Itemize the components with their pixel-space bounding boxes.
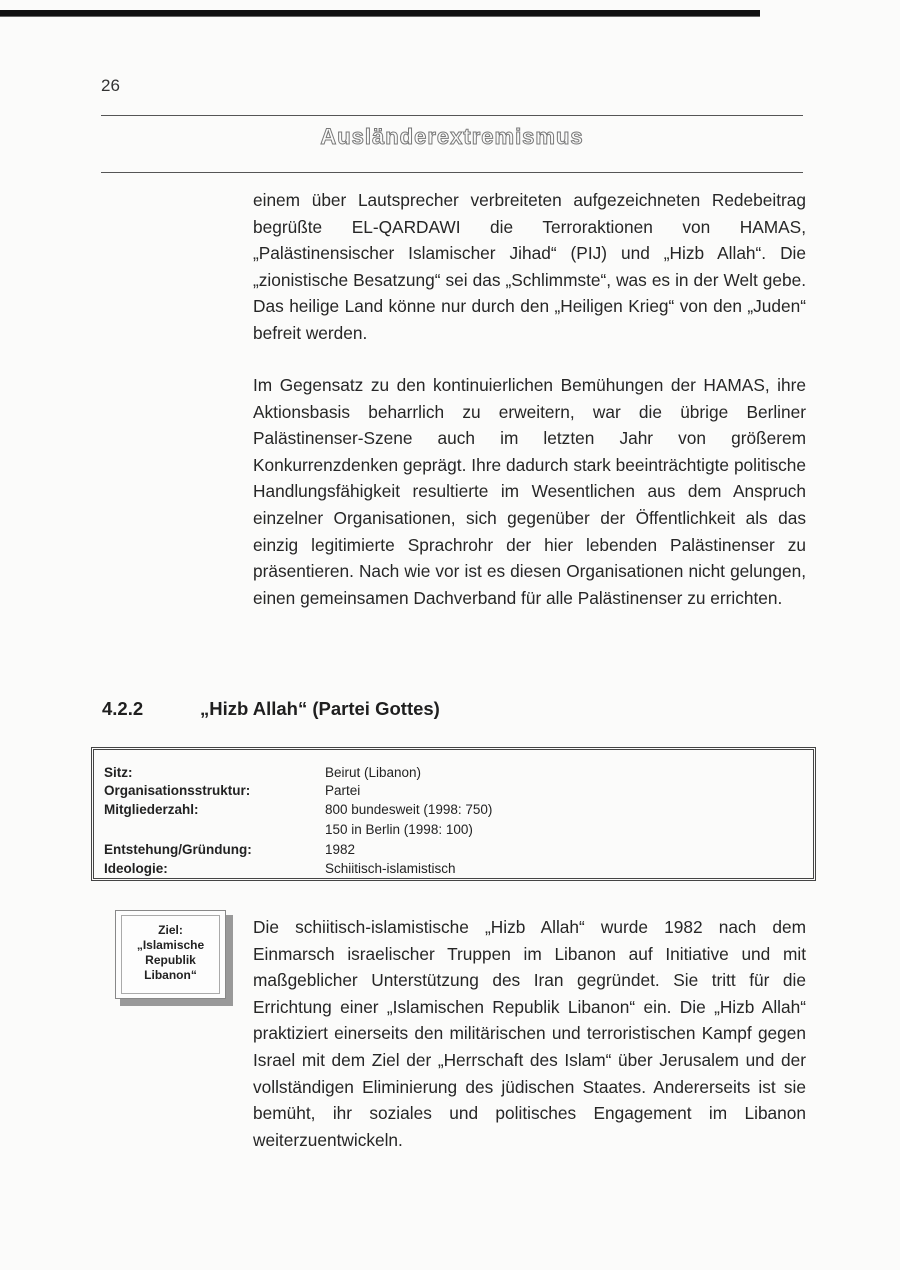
fact-box <box>91 747 816 881</box>
goal-line-3: Libanon“ <box>144 968 197 982</box>
fact-label-gruendung: Entstehung/Gründung: <box>104 842 252 857</box>
section-title: „Hizb Allah“ (Partei Gottes) <box>200 698 440 719</box>
fact-value-mitglieder-1: 800 bundesweit (1998: 750) <box>325 802 493 817</box>
fact-value-ideologie: Schiitisch-islamistisch <box>325 861 456 876</box>
paragraph-3: Die schiitisch-islamistische „Hizb Allah“ wurde 1982 nach dem Einmarsch israelischer Truppen im Libanon auf Initiative und mit maßgeblicher Unterstützung des Iran gegründet. Sie tritt für die Errichtung einer „Islamischen Republik Libanon“ ein. Die „Hizb Allah“ praktiziert einerseits den militärischen und terroristischen Kampf gegen Israel mit dem Ziel der „Herrschaft des Islam“ über Jerusalem und der vollständigen Eliminierung des jüdischen Staates. Andererseits ist sie bemüht, ihr soziales und politisches Engagement im Libanon weiterzuentwickeln. <box>253 917 806 1150</box>
header-rule-top <box>101 115 803 116</box>
page-number: 26 <box>101 76 120 95</box>
fact-value-gruendung: 1982 <box>325 842 356 857</box>
fact-value-struktur: Partei <box>325 783 361 798</box>
fact-label-mitglieder: Mitgliederzahl: <box>104 802 199 817</box>
fact-label-sitz: Sitz: <box>104 765 133 780</box>
scan-edge-line <box>0 16 760 17</box>
paragraph-1: einem über Lautsprecher verbreiteten aufgezeichneten Redebeitrag begrüßte EL-QARDAWI die Terroraktionen von HAMAS, „Palästinensischer Islamischer Jihad“ (PIJ) und „Hizb Allah“. Die „zionistische Besatzung“ sei das „Schlimmste“, was es in der Welt gebe. Das heilige Land könne nur durch den „Heiligen Krieg“ von den „Juden“ befreit werden. <box>253 190 806 343</box>
running-head: Ausländerextremismus <box>320 124 584 149</box>
goal-line-2: Republik <box>145 953 196 967</box>
header-rule-bottom <box>101 172 803 173</box>
section-heading <box>102 698 440 720</box>
goal-label: Ziel: <box>158 923 183 937</box>
fact-value-mitglieder-2: 150 in Berlin (1998: 100) <box>325 822 473 837</box>
fact-label-ideologie: Ideologie: <box>104 861 168 876</box>
goal-line-1: „Islamische <box>136 938 205 952</box>
paragraph-2: Im Gegensatz zu den kontinuierlichen Bemühungen der HAMAS, ihre Aktionsbasis beharrlich zu erweitern, war die übrige Berliner Palästinenser-Szene auch im letzten Jahr von größerem Konkurrenzdenken geprägt. Ihre dadurch stark beeinträchtigte politische Handlungsfähigkeit resultierte im Wesentlichen aus dem Anspruch einzelner Organisationen, sich gegenüber der Öffentlichkeit als das einzig legitimierte Sprachrohr der hier lebenden Palästinenser zu präsentieren. Nach wie vor ist es diesen Organisationen nicht gelungen, einen gemeinsamen Dachverband für alle Palästinenser zu errichten. <box>253 375 806 608</box>
goal-box <box>115 910 226 999</box>
section-number: 4.2.2 <box>102 698 144 719</box>
fact-label-struktur: Organisationsstruktur: <box>104 783 251 798</box>
fact-value-sitz: Beirut (Libanon) <box>325 765 422 780</box>
goal-box-inner <box>121 915 220 994</box>
